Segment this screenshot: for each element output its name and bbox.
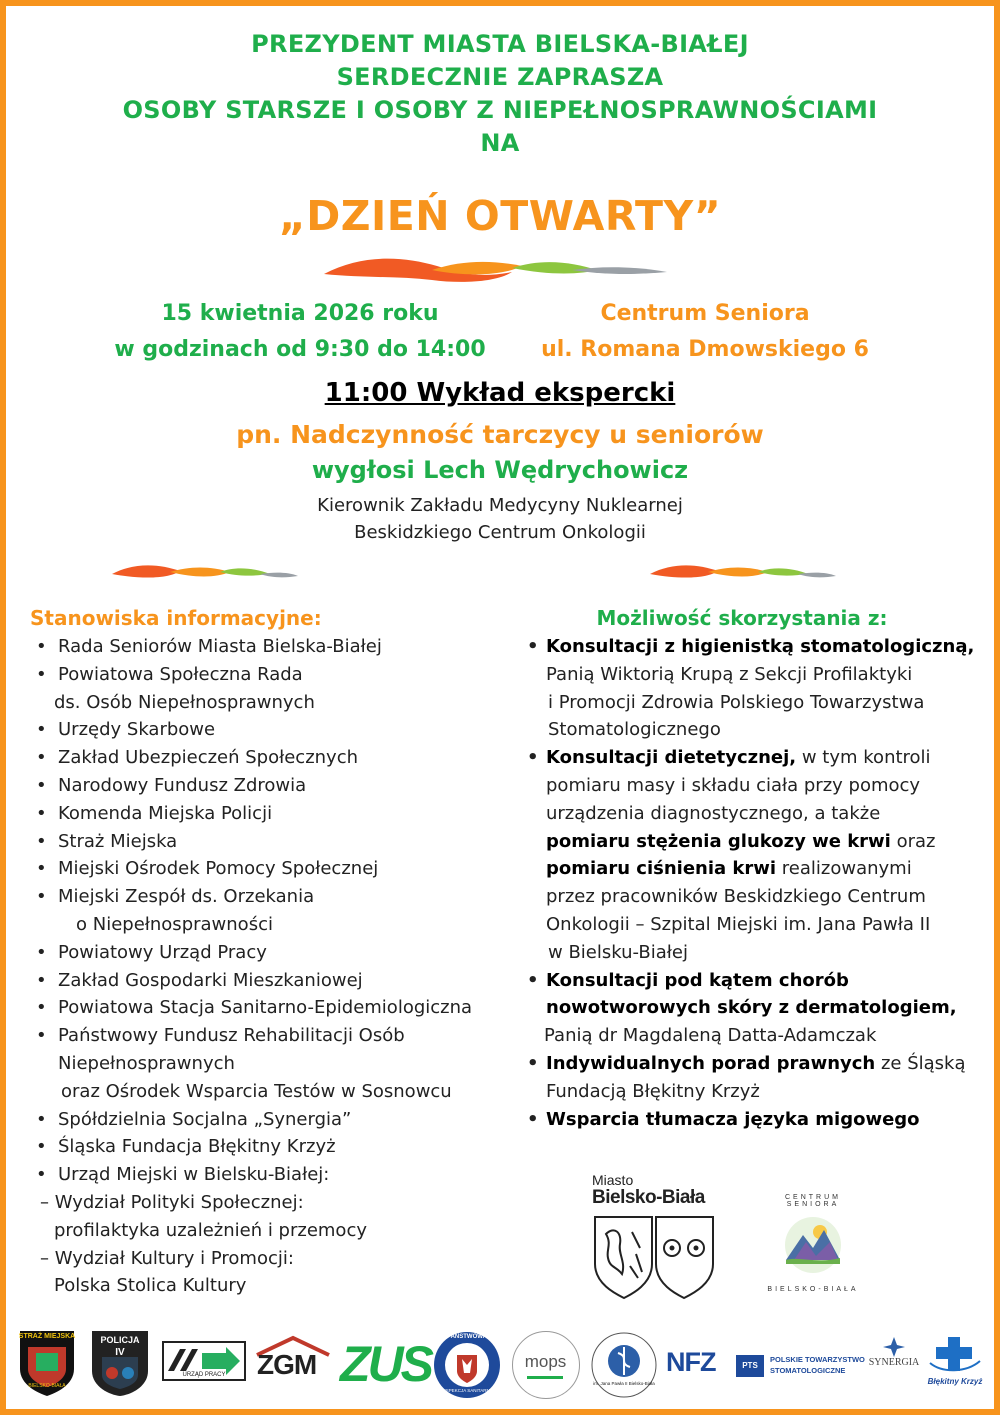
services-list [527, 633, 977, 1133]
seniors-logo-bottom: BIELSKO-BIAŁA [767, 1286, 859, 1293]
logo-sanepid [433, 1331, 501, 1399]
service-desc-part: oraz [890, 830, 936, 852]
speaker-role-line-1: Kierownik Zakładu Medycyny Nuklearnej [317, 495, 683, 516]
logo-blekitny-krzyz [922, 1333, 988, 1393]
policja-number: IV [115, 1347, 125, 1358]
service-desc: w tym kontroli [796, 747, 931, 769]
sanepid-top-label: PAŃSTWOWA [447, 1334, 487, 1340]
service-desc: i Promocji Zdrowia Polskiego Towarzystwa [548, 691, 925, 713]
event-date: 15 kwietnia 2026 roku [161, 301, 439, 326]
list-item: • Urząd Miejski w Bielsku-Białej: [36, 1161, 506, 1189]
list-subitem-cont: Polska Stolica Kultury [54, 1275, 247, 1297]
service-item [527, 1106, 977, 1134]
pts-label: POLSKIE TOWARZYSTWO [770, 1355, 865, 1364]
list-item: • Spółdzielnia Socjalna „Synergia” [36, 1106, 506, 1134]
pts-label-2: STOMATOLOGICZNE [770, 1366, 846, 1375]
urzad-pracy-label: URZĄD PRACY [182, 1372, 226, 1378]
list-item: • Miejski Zespół ds. Orzekania [36, 883, 506, 911]
service-desc: Panią Wiktorią Krupą z Sekcji Profilaktyki [546, 663, 913, 685]
logo-urzad-pracy [162, 1341, 246, 1389]
logo-nfz: NFZ [666, 1347, 716, 1377]
service-desc: pomiaru masy i składu ciała przy pomocy [546, 774, 921, 796]
list-item-cont: ds. Osób Niepełnosprawnych [54, 691, 315, 713]
list-item: • Powiatowa Stacja Sanitarno-Epidemiologiczna [36, 994, 506, 1022]
header-line-4: NA [480, 129, 520, 157]
service-desc: Panią dr Magdaleną Datta-Adamczak [544, 1025, 877, 1047]
list-item: • Urzędy Skarbowe [36, 716, 506, 744]
speaker-role [0, 492, 1000, 546]
wave-decoration-left [110, 562, 300, 586]
list-item: • Rada Seniorów Miasta Bielska-Białej [36, 633, 506, 661]
logo-mops [512, 1331, 580, 1399]
list-subitem: – Wydział Kultury i Promocji: [40, 1247, 294, 1269]
city-logo-small: Miasto [592, 1172, 634, 1188]
seniors-center-logo [758, 1190, 868, 1300]
logo-zgm [253, 1335, 333, 1391]
header-line-2: SERDECZNIE ZAPRASZA [336, 63, 664, 91]
event-when [90, 296, 510, 368]
list-subitem-cont: profilaktyka uzależnień i przemocy [54, 1219, 367, 1241]
service-item [527, 633, 977, 661]
seniors-logo-top: CENTRUM SENIORA [785, 1194, 841, 1208]
city-logo-name: Bielsko-Biała [592, 1187, 705, 1208]
list-item-cont: Niepełnosprawnych [58, 1052, 235, 1074]
service-desc: urządzenia diagnostycznego, a także [546, 802, 881, 824]
lecture-heading: 11:00 Wykład ekspercki [324, 378, 676, 408]
wave-decoration [322, 252, 682, 288]
invitation-header [0, 28, 1000, 160]
synergia-label: SYNERGIA [868, 1357, 920, 1368]
event-title: „DZIEŃ OTWARTY” [278, 192, 722, 240]
list-item: • Straż Miejska [36, 828, 506, 856]
mops-label: mops [524, 1352, 567, 1371]
pts-logo-box: PTS [736, 1355, 764, 1377]
bco-caduceus-icon [590, 1331, 658, 1399]
header-line-3: OSOBY STARSZE I OSOBY Z NIEPEŁNOSPRAWNOŚCIAMI [122, 96, 878, 124]
service-title: Indywidualnych porad prawnych [546, 1052, 876, 1074]
logo-policja [90, 1329, 150, 1397]
bco-sublabel: im. Jana Pawła II Bielsko-Biała [593, 1381, 655, 1386]
service-desc: Onkologii – Szpital Miejski im. Jana Pawła II [546, 913, 931, 935]
event-where [505, 296, 905, 368]
lecture-topic: pn. Nadczynność tarczycy u seniorów [236, 420, 764, 449]
event-place: Centrum Seniora [600, 301, 810, 326]
logo-bco [590, 1331, 658, 1399]
policja-label: POLICJA [100, 1335, 140, 1345]
service-item [527, 744, 977, 772]
service-desc: ze Śląską [875, 1052, 966, 1074]
list-item: • Narodowy Fundusz Zdrowia [36, 772, 506, 800]
service-desc [527, 828, 977, 856]
service-highlight: pomiaru ciśnienia krwi [546, 858, 777, 880]
service-title-cont [527, 994, 977, 1022]
straz-label: STRAŻ MIEJSKA [18, 1333, 76, 1340]
logo-pts [736, 1353, 866, 1383]
info-stands-heading: Stanowiska informacyjne: [30, 606, 322, 630]
blekitny-label: Błękitny Krzyż [927, 1377, 983, 1386]
service-desc: w Bielsku-Białej [548, 941, 688, 963]
wave-decoration-right [648, 562, 838, 586]
list-subitem: – Wydział Polityki Społecznej: [40, 1191, 304, 1213]
list-item: • Śląska Fundacja Błękitny Krzyż [36, 1133, 506, 1161]
service-desc-part: realizowanymi [776, 858, 912, 880]
header-line-1: PREZYDENT MIASTA BIELSKA-BIAŁEJ [251, 30, 749, 58]
logo-zus: ZUS [340, 1336, 431, 1392]
blue-cross-icon [922, 1333, 988, 1375]
sanepid-bottom-label: INSPEKCJA SANITARNA [441, 1388, 493, 1393]
service-desc: Stomatologicznego [548, 719, 721, 741]
straz-sublabel: BIELSKO-BIAŁA [28, 1383, 66, 1389]
list-item: • Zakład Gospodarki Mieszkaniowej [36, 967, 506, 995]
mops-underline [527, 1376, 563, 1379]
service-title: Konsultacji dietetycznej, [546, 747, 797, 769]
event-hours: w godzinach od 9:30 do 14:00 [114, 337, 486, 362]
logo-straz-miejska [18, 1329, 76, 1397]
service-title: Konsultacji pod kątem chorób [546, 969, 849, 991]
list-item: • Państwowy Fundusz Rehabilitacji Osób [36, 1022, 506, 1050]
list-item: • Miejski Ośrodek Pomocy Społecznej [36, 855, 506, 883]
service-desc: przez pracowników Beskidzkiego Centrum [546, 886, 926, 908]
service-highlight: pomiaru stężenia glukozy we krwi [546, 830, 891, 852]
list-item: • Komenda Miejska Policji [36, 800, 506, 828]
list-item-cont: oraz Ośrodek Wsparcia Testów w Sosnowcu [61, 1080, 452, 1102]
list-item: • Powiatowy Urząd Pracy [36, 939, 506, 967]
speaker-role-line-2: Beskidzkiego Centrum Onkologii [354, 522, 646, 543]
zgm-label: ZGM [257, 1349, 317, 1380]
logo-synergia [862, 1335, 926, 1385]
service-title: Wsparcia tłumacza języka migowego [546, 1108, 920, 1130]
info-stands-list [36, 633, 506, 1300]
event-address: ul. Romana Dmowskiego 6 [541, 337, 869, 362]
list-item: • Powiatowa Społeczna Rada [36, 661, 506, 689]
service-title: Konsultacji z higienistką stomatologiczną, [546, 636, 975, 657]
service-item [527, 1050, 977, 1078]
partner-logos [0, 1325, 1000, 1405]
list-item: • Zakład Ubezpieczeń Społecznych [36, 744, 506, 772]
service-desc [527, 855, 977, 883]
service-item [527, 967, 977, 995]
synergia-star-icon [862, 1335, 926, 1359]
city-logo [592, 1172, 722, 1302]
services-heading: Możliwość skorzystania z: [596, 606, 888, 630]
lecture-speaker: wygłosi Lech Wędrychowicz [311, 456, 689, 484]
list-item-cont: o Niepełnosprawności [76, 913, 273, 935]
service-desc: Fundacją Błękitny Krzyż [546, 1080, 760, 1102]
service-title: nowotworowych skóry z dermatologiem, [546, 997, 957, 1019]
city-coat-of-arms-icon [592, 1214, 716, 1300]
